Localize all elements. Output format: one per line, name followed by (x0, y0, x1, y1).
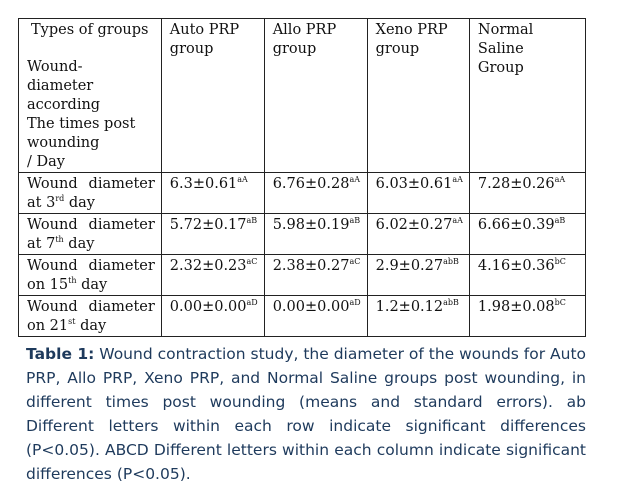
header-label-line: Allo PRP (272, 22, 337, 38)
row-label-text: day (64, 195, 95, 211)
cell-superscript: bC (554, 257, 566, 266)
header-label-line: group (169, 41, 214, 57)
cell-superscript: abB (443, 298, 459, 307)
row-label-day-7 (19, 214, 162, 255)
cell-superscript: aC (246, 257, 258, 266)
cell-value: 6.3±0.61 (169, 176, 238, 192)
cell-value: 6.66±0.39 (477, 217, 555, 233)
header-corner-cell (19, 19, 162, 173)
header-label-line: group (272, 41, 317, 57)
row-label-day-21 (19, 296, 162, 337)
cell-superscript: aD (246, 298, 258, 307)
cell-day7-saline (469, 214, 585, 255)
row-label-line (27, 194, 155, 213)
cell-superscript: aA (452, 216, 463, 225)
caption-label: Table 1: (26, 345, 95, 363)
cell-day15-xeno (367, 255, 469, 296)
row-label-text: day (63, 236, 95, 252)
cell-superscript: aD (349, 298, 361, 307)
cell-superscript: aA (452, 175, 463, 184)
header-label-line: Group (477, 60, 524, 76)
cell-value: 2.38±0.27 (272, 258, 350, 274)
cell-value: 6.76±0.28 (272, 176, 350, 192)
row-label-ordinal: st (68, 317, 76, 326)
cell-day7-allo (264, 214, 367, 255)
cell-value: 0.00±0.00 (169, 299, 247, 315)
row-label-day-15 (19, 255, 162, 296)
cell-day3-saline (469, 173, 585, 214)
cell-superscript: aB (349, 216, 361, 225)
cell-day21-allo (264, 296, 367, 337)
header-allo-prp (264, 19, 367, 173)
row-label-text: day (75, 318, 107, 334)
header-row-descriptor (27, 58, 155, 172)
table-row (19, 214, 586, 255)
cell-superscript: aA (237, 175, 248, 184)
cell-day3-auto (161, 173, 264, 214)
header-sub-line: wounding (27, 135, 100, 151)
cell-day21-auto (161, 296, 264, 337)
cell-superscript: aA (349, 175, 360, 184)
row-label-text: day (76, 277, 108, 293)
header-sub-line: Wound- (27, 59, 83, 75)
cell-value: 1.2±0.12 (375, 299, 444, 315)
cell-day7-auto (161, 214, 264, 255)
cell-value: 6.03±0.61 (375, 176, 453, 192)
cell-value: 2.9±0.27 (375, 258, 444, 274)
results-table (18, 18, 586, 337)
row-label-line: Wound diameter (27, 299, 155, 315)
cell-day15-auto (161, 255, 264, 296)
cell-superscript: aB (554, 216, 566, 225)
row-label-line: Wound diameter (27, 176, 155, 192)
table-caption (26, 342, 586, 486)
row-label-ordinal: th (55, 235, 64, 244)
row-label-line (27, 276, 155, 295)
header-types-of-groups: Types of groups (31, 22, 149, 38)
row-label-ordinal: rd (55, 194, 65, 203)
cell-superscript: aA (554, 175, 566, 184)
header-sub-line: according (27, 97, 101, 113)
header-auto-prp (161, 19, 264, 173)
header-sub-line: diameter (27, 78, 94, 94)
table-header-row (19, 19, 586, 173)
header-xeno-prp (367, 19, 469, 173)
cell-value: 5.98±0.19 (272, 217, 350, 233)
cell-value: 0.00±0.00 (272, 299, 350, 315)
row-label-text: at 3 (27, 195, 56, 211)
cell-value: 5.72±0.17 (169, 217, 247, 233)
cell-day21-xeno (367, 296, 469, 337)
cell-superscript: aB (246, 216, 258, 225)
cell-value: 7.28±0.26 (477, 176, 555, 192)
cell-day21-saline (469, 296, 585, 337)
cell-value: 6.02±0.27 (375, 217, 453, 233)
caption-text: Wound contraction study, the diameter of the wounds for Auto PRP, Allo PRP, Xeno PRP, and Normal Saline groups post wounding, in different times post wounding (means and standard errors). ab Different letters within each row indicate significant differences (P<0.05). ABCD Different letters within each column indicate significant differences (P<0.05). (26, 345, 587, 483)
cell-value: 1.98±0.08 (477, 299, 555, 315)
row-label-text: at 7 (27, 236, 56, 252)
cell-day3-allo (264, 173, 367, 214)
cell-day3-xeno (367, 173, 469, 214)
cell-value: 4.16±0.36 (477, 258, 555, 274)
row-label-line: Wound diameter (27, 258, 155, 274)
header-label-line: Xeno PRP (375, 22, 448, 38)
row-label-line (27, 317, 155, 336)
table-row (19, 173, 586, 214)
header-label-line: group (375, 41, 420, 57)
row-label-text: on 21 (27, 318, 69, 334)
table-row (19, 255, 586, 296)
header-label-line: Auto PRP (169, 22, 240, 38)
cell-day7-xeno (367, 214, 469, 255)
row-label-text: on 15 (27, 277, 69, 293)
cell-day15-saline (469, 255, 585, 296)
cell-superscript: aC (349, 257, 361, 266)
cell-superscript: abB (443, 257, 459, 266)
row-label-day-3 (19, 173, 162, 214)
row-label-line (27, 235, 155, 254)
cell-value: 2.32±0.23 (169, 258, 247, 274)
row-label-line: Wound diameter (27, 217, 155, 233)
header-normal-saline (469, 19, 585, 173)
row-label-ordinal: th (68, 276, 77, 285)
header-sub-line: / Day (27, 154, 65, 170)
cell-superscript: bC (554, 298, 566, 307)
table-row (19, 296, 586, 337)
cell-day15-allo (264, 255, 367, 296)
header-label-line: Normal Saline (477, 22, 534, 57)
header-sub-line: The times post (27, 116, 136, 132)
